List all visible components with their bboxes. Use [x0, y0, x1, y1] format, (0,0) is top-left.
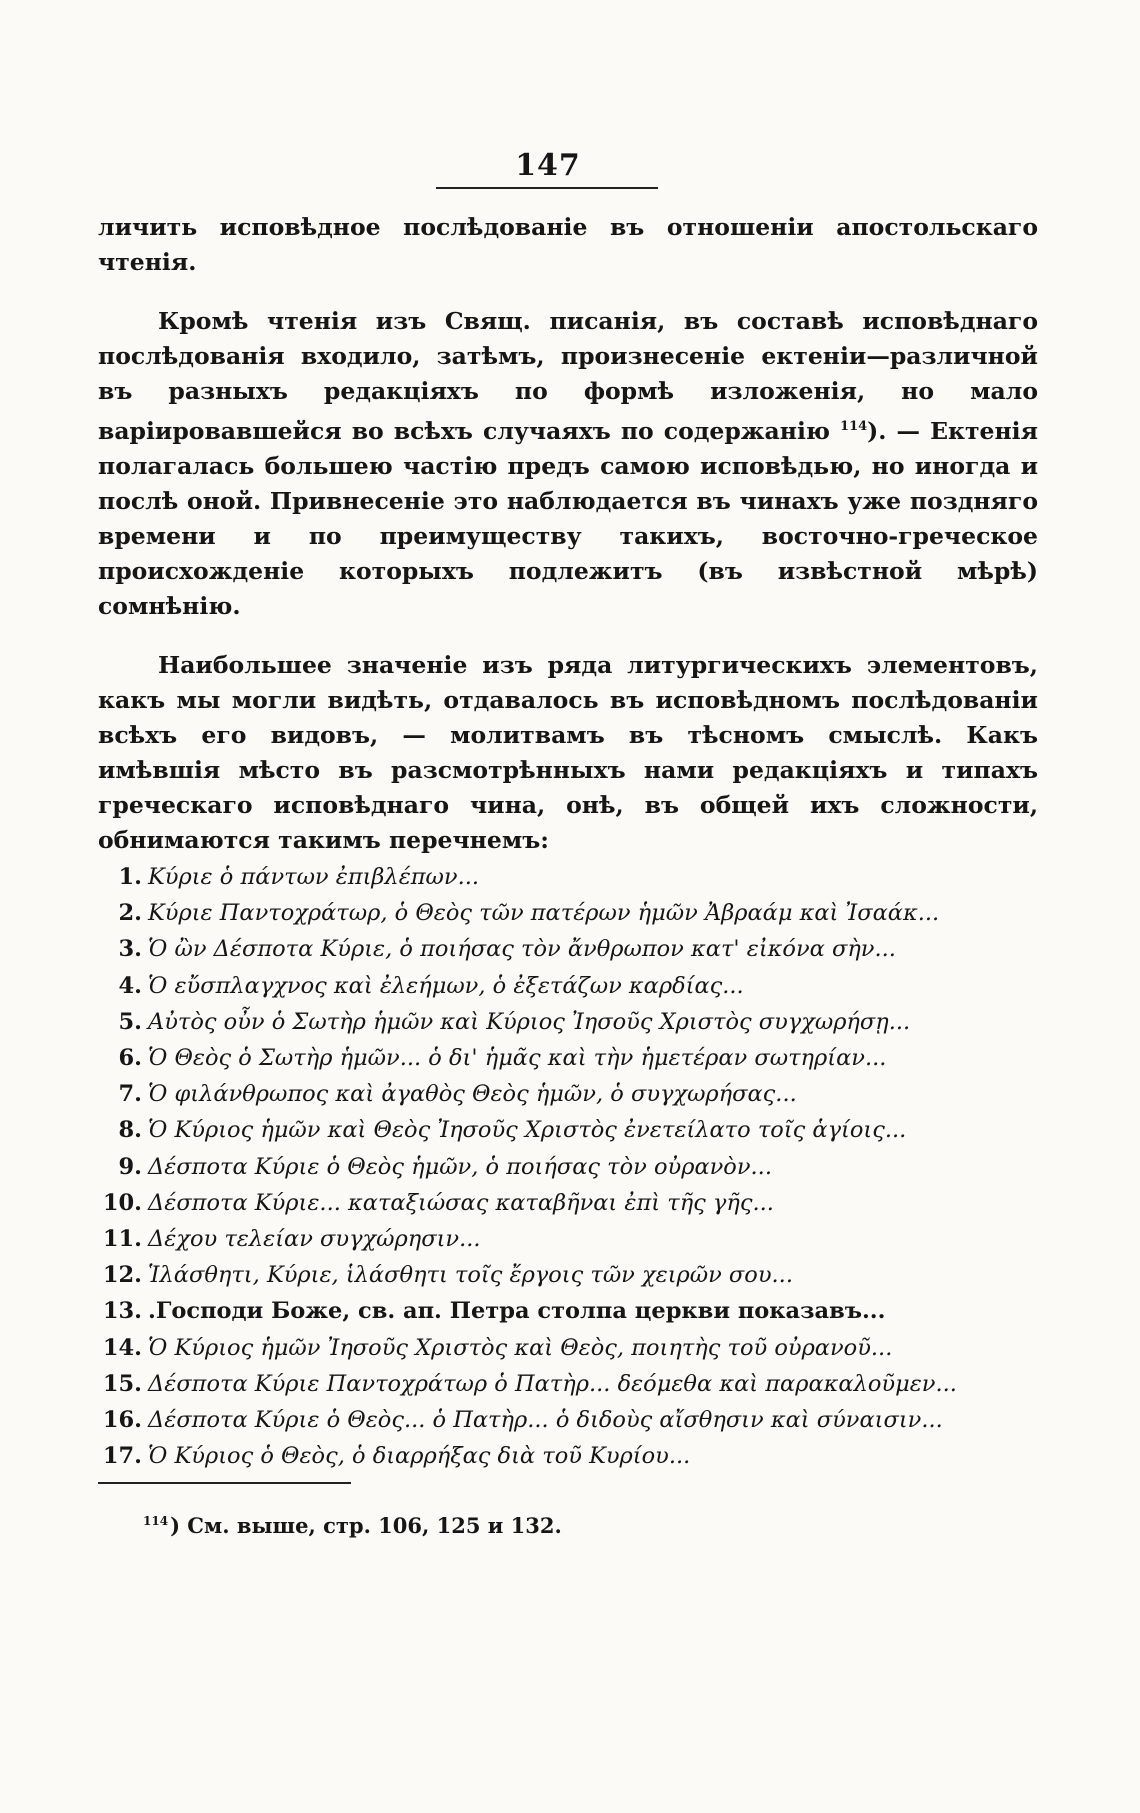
list-item [98, 1330, 1038, 1366]
list-item-text: Δέσποτα Κύριε ὁ Θεὸς... ὁ Πατὴρ... ὁ διδοὺς αἴσθησιν καὶ σύναισιν... [148, 1407, 943, 1434]
footnote-rule [98, 1482, 351, 1484]
prayer-list [98, 859, 1038, 1474]
list-item-number: 3. [118, 936, 142, 963]
paragraph-2-part-1: Кромѣ чтенія изъ Свящ. писанія, въ составѣ исповѣднаго послѣдованія входило, затѣмъ, произнесеніе ектеніи—различной въ разныхъ редакціяхъ по формѣ изложенія, но мало варіировавшейся во всѣхъ случаяхъ по содержанію [98, 307, 1038, 445]
list-item [98, 1221, 1038, 1257]
list-item [98, 1293, 1038, 1329]
list-item-text: Ἱλάσθητι, Κύριε, ἱλάσθητι τοῖς ἔργοις τῶν χειρῶν σου... [148, 1262, 793, 1289]
list-item-text: Ὁ Θεὸς ὁ Σωτὴρ ἡμῶν... ὁ δι' ἡμᾶς καὶ τὴν ἡμετέραν σωτηρίαν... [148, 1045, 887, 1072]
list-item-number: 16. [102, 1407, 142, 1434]
list-item-text: Δέχου τελείαν συγχώρησιν... [148, 1226, 481, 1253]
list-item-number: 6. [118, 1045, 142, 1072]
list-item-number: 7. [118, 1081, 142, 1108]
list-item-number: 13. [102, 1298, 142, 1325]
list-item-text: Αὐτὸς οὖν ὁ Σωτὴρ ἡμῶν καὶ Κύριος Ἰησοῦς Χριστὸς συγχωρήσῃ... [148, 1008, 911, 1035]
list-item [98, 895, 1038, 931]
list-item [98, 1004, 1038, 1040]
paragraph-2-part-2: ). — Ектенія полагалась большею частію предъ самою исповѣдью, но иногда и послѣ оной. Привнесеніе это наблюдается въ чинахъ уже поздняго времени и по преимуществу такихъ, восточно-греческое происхожденіе которыхъ подлежитъ (въ извѣстной мѣрѣ) сомнѣнію. [98, 416, 1038, 620]
list-item-number: 11. [102, 1226, 142, 1253]
list-item-number: 15. [102, 1370, 142, 1397]
list-item-number: 12. [102, 1262, 142, 1289]
list-item-text: Δέσποτα Κύριε ὁ Θεὸς ἡμῶν, ὁ ποιήσας τὸν οὐρανὸν... [148, 1153, 772, 1180]
list-item-text: Ὁ εὔσπλαγχνος καὶ ἐλεήμων, ὁ ἐξετάζων καρδίας... [148, 972, 744, 999]
footnote-reference[interactable]: 114 [840, 419, 868, 434]
book-page [98, 0, 1038, 1813]
paragraph-1: личить исповѣдное послѣдованіе въ отношеніи апостольскаго чтенія. [98, 213, 1038, 276]
list-item [98, 1402, 1038, 1438]
list-item-text: Ὁ φιλάνθρωπος καὶ ἀγαθὸς Θεὸς ἡμῶν, ὁ συγχωρήσας... [148, 1081, 797, 1108]
list-item-number: 4. [118, 972, 142, 999]
list-item-text: Ὁ Κύριος ὁ Θεὸς, ὁ διαρρήξας διὰ τοῦ Κυρίου... [148, 1443, 691, 1470]
list-item [98, 931, 1038, 967]
list-item-text: Δέσποτα Κύριε... καταξιώσας καταβῆναι ἐπὶ τῆς γῆς... [148, 1189, 774, 1216]
page-number: 147 [515, 148, 581, 183]
paragraph-2 [98, 304, 1038, 624]
list-item-number: 2. [118, 900, 142, 927]
paragraph-3: Наибольшее значеніе изъ ряда литургическихъ элементовъ, какъ мы могли видѣть, отдавалось въ исповѣдномъ послѣдованіи всѣхъ его видовъ, — молитвамъ въ тѣсномъ смыслѣ. Какъ имѣвшія мѣсто въ разсмотрѣнныхъ нами редакціяхъ и типахъ греческаго исповѣднаго чина, онѣ, въ общей ихъ сложности, обнимаются такимъ перечнемъ: [98, 650, 1038, 854]
list-item-number: 10. [102, 1189, 142, 1216]
list-item [98, 1040, 1038, 1076]
list-item-text: .Господи Боже, св. ап. Петра столпа церкви показавъ... [148, 1298, 886, 1325]
body-text [98, 210, 1038, 858]
footnote-text: ) См. выше, стр. 106, 125 и 132. [170, 1513, 562, 1538]
list-item-text: Κύριε ὁ πάντων ἐπιβλέπων... [148, 864, 480, 890]
list-item-number: 8. [118, 1117, 142, 1144]
list-item-number: 9. [118, 1153, 142, 1180]
list-item [98, 1366, 1038, 1402]
list-item [98, 1438, 1038, 1474]
list-item [98, 1257, 1038, 1293]
list-item-number: 5. [118, 1008, 142, 1035]
list-item [98, 1076, 1038, 1112]
list-item-text: Ὁ Κύριος ἡμῶν Ἰησοῦς Χριστὸς καὶ Θεὸς, ποιητὴς τοῦ οὐρανοῦ... [148, 1334, 893, 1361]
list-item-text: Ὁ Κύριος ἡμῶν καὶ Θεὸς Ἰησοῦς Χριστὸς ἐνετείλατο τοῖς ἁγίοις... [148, 1117, 907, 1144]
list-item-number: 17. [102, 1443, 142, 1470]
list-item [98, 968, 1038, 1004]
footnote-marker: 114 [143, 1514, 169, 1528]
list-item [98, 1149, 1038, 1185]
list-item-text: Ὁ ὢν Δέσποτα Κύριε, ὁ ποιήσας τὸν ἄνθρωπον κατ' εἰκόνα σὴν... [148, 936, 896, 963]
list-item [98, 859, 1038, 895]
page-number-rule [436, 187, 658, 189]
list-item [98, 1185, 1038, 1221]
list-item [98, 1112, 1038, 1148]
list-item-number: 1. [118, 864, 142, 890]
list-item-text: Δέσποτα Κύριε Παντοχράτωρ ὁ Πατὴρ... δεόμεθα καὶ παρακαλοῦμεν... [148, 1370, 957, 1397]
list-item-number: 14. [102, 1334, 142, 1361]
list-item-text: Κύριε Παντοχράτωρ, ὁ Θεὸς τῶν πατέρων ἡμῶν Ἀβραάμ καὶ Ἰσαάκ... [148, 900, 940, 927]
footnote [143, 1506, 943, 1541]
